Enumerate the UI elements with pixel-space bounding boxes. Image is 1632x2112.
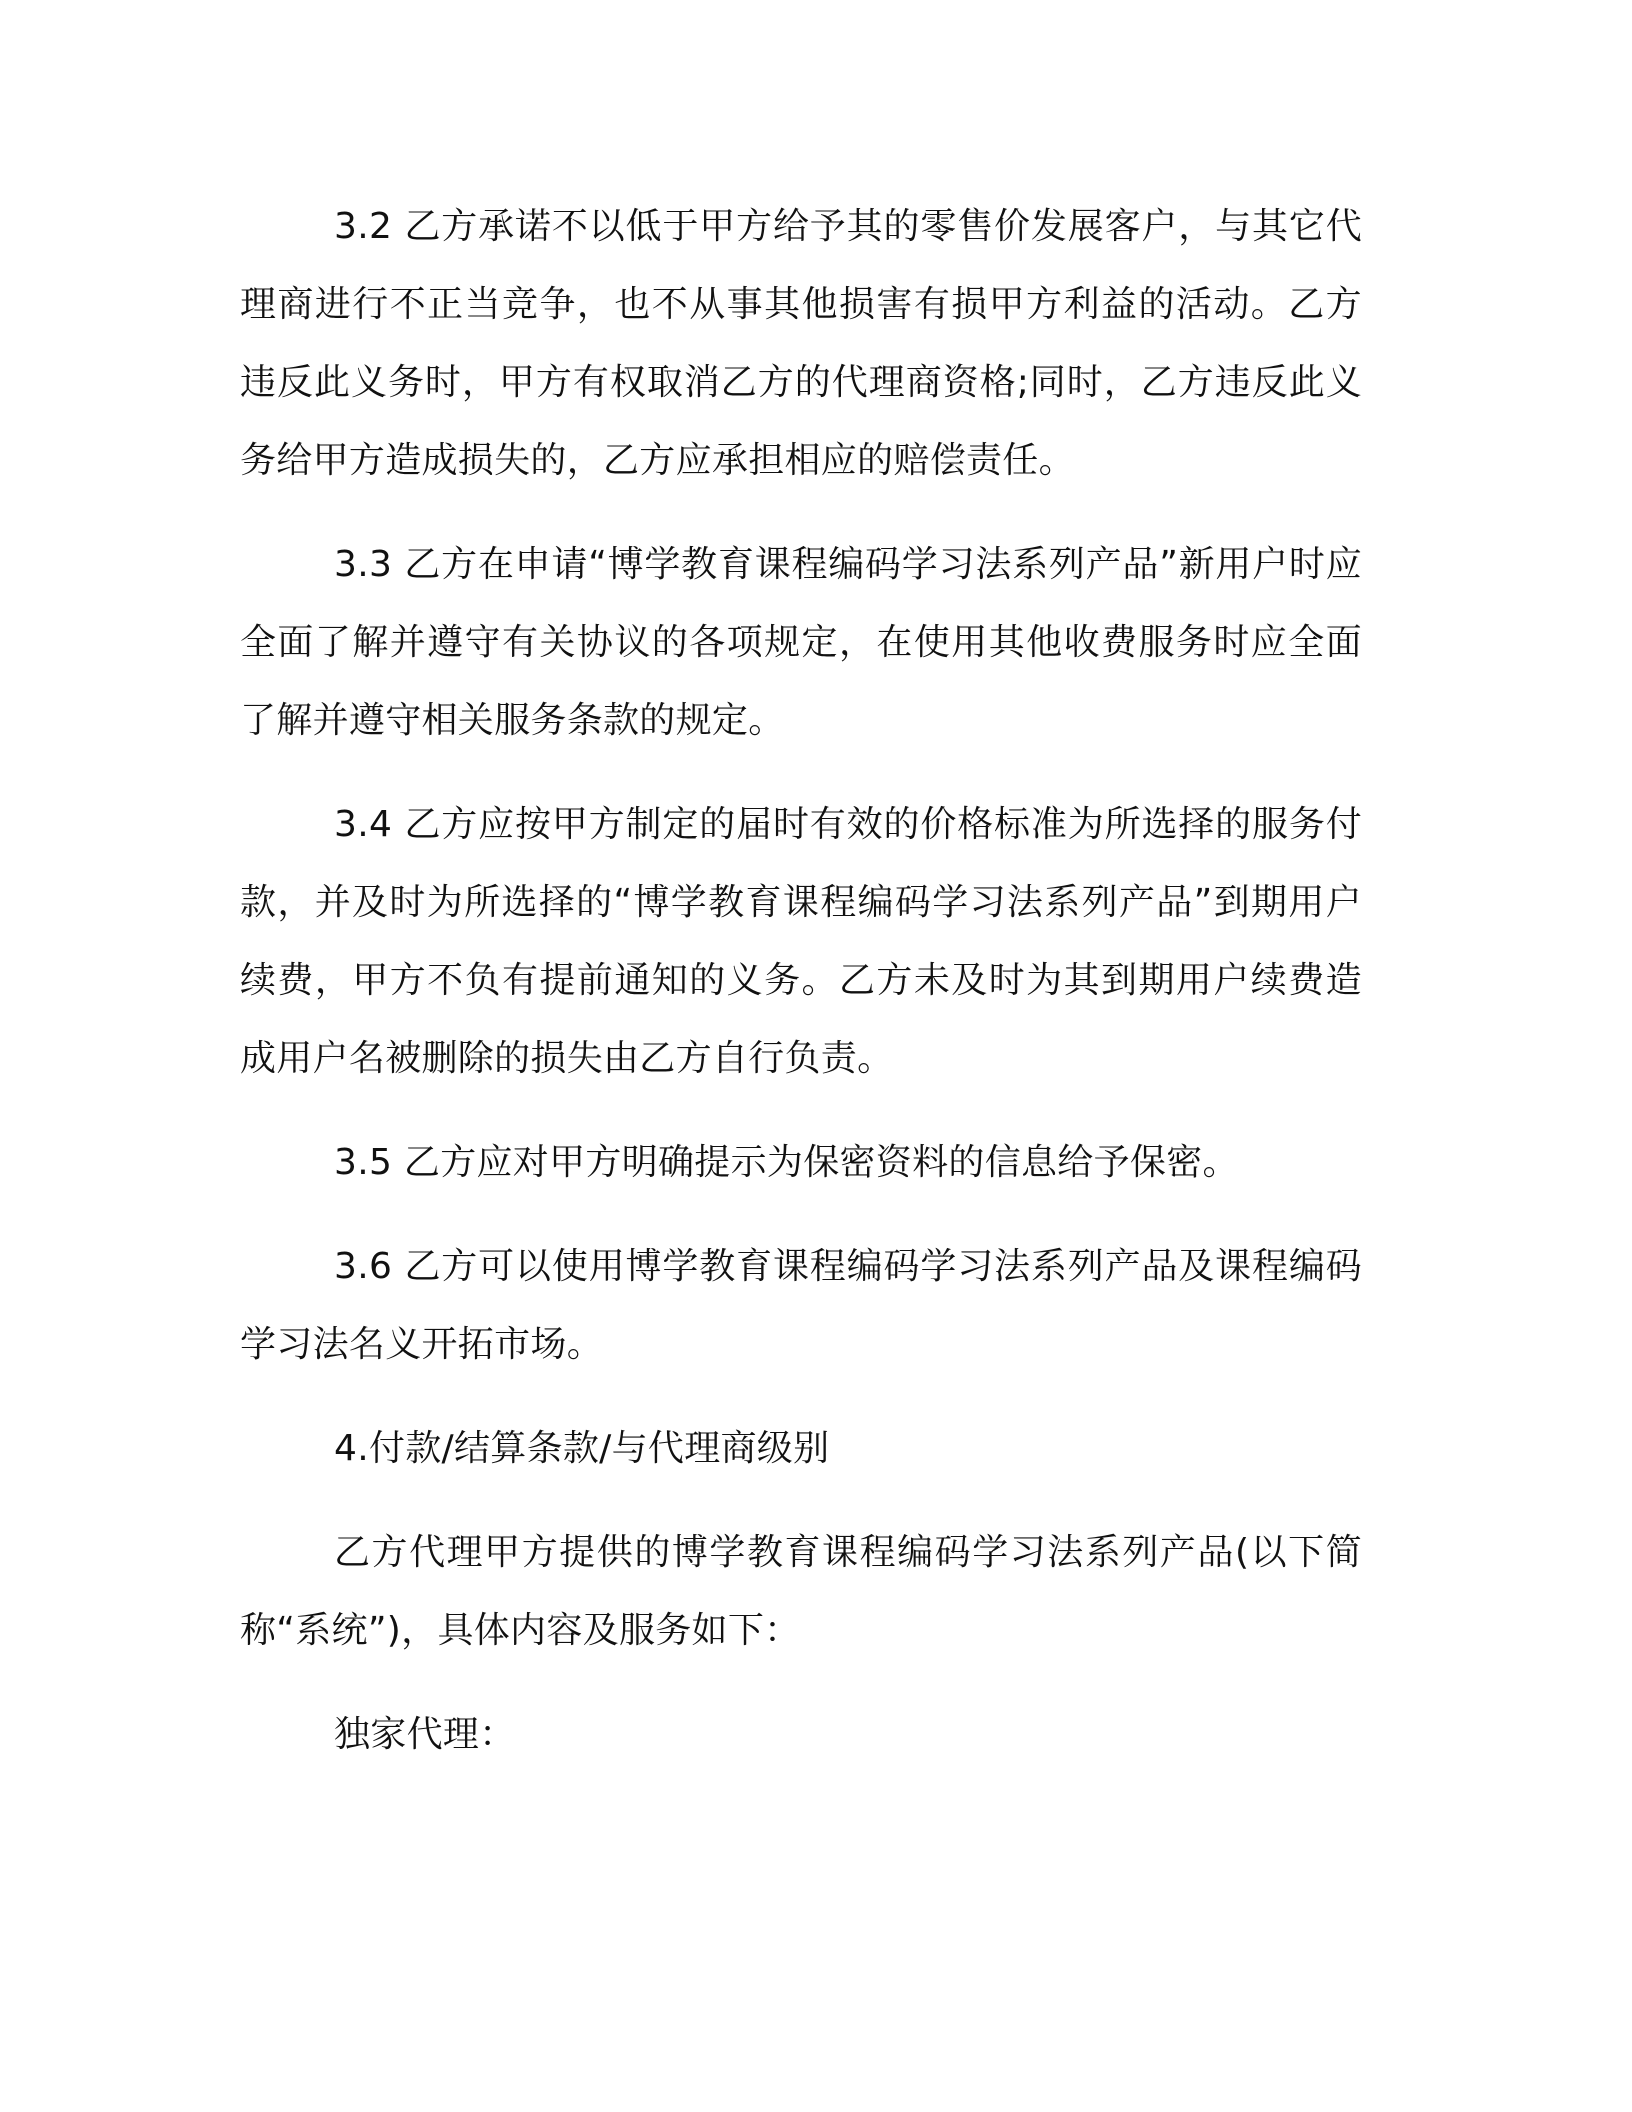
section-4-heading: 4.付款/结算条款/与代理商级别 bbox=[334, 1428, 830, 1469]
section-4-intro-paragraph: 乙方代理甲方提供的博学教育课程编码学习法系列产品(以下简称“系统”)，具体内容及服务如下： bbox=[240, 1532, 1362, 1651]
document-body bbox=[240, 188, 1362, 1800]
clause-3-2-paragraph: 3.2 乙方承诺不以低于甲方给予其的零售价发展客户，与其它代理商进行不正当竞争，也不从事其他损害有损甲方利益的活动。乙方违反此义务时，甲方有权取消乙方的代理商资格;同时，乙方违反此义务给甲方造成损失的，乙方应承担相应的赔偿责任。 bbox=[240, 206, 1362, 481]
clause-3-6-paragraph: 3.6 乙方可以使用博学教育课程编码学习法系列产品及课程编码学习法名义开拓市场。 bbox=[240, 1246, 1362, 1365]
clause-3-3-paragraph: 3.3 乙方在申请“博学教育课程编码学习法系列产品”新用户时应全面了解并遵守有关协议的各项规定，在使用其他收费服务时应全面了解并遵守相关服务条款的规定。 bbox=[240, 544, 1362, 741]
clause-3-4-paragraph: 3.4 乙方应按甲方制定的届时有效的价格标准为所选择的服务付款，并及时为所选择的“博学教育课程编码学习法系列产品”到期用户续费，甲方不负有提前通知的义务。乙方未及时为其到期用户续费造成用户名被删除的损失由乙方自行负责。 bbox=[240, 804, 1362, 1079]
clause-3-5-paragraph: 3.5 乙方应对甲方明确提示为保密资料的信息给予保密。 bbox=[334, 1142, 1239, 1183]
exclusive-agent-label: 独家代理： bbox=[334, 1714, 516, 1755]
